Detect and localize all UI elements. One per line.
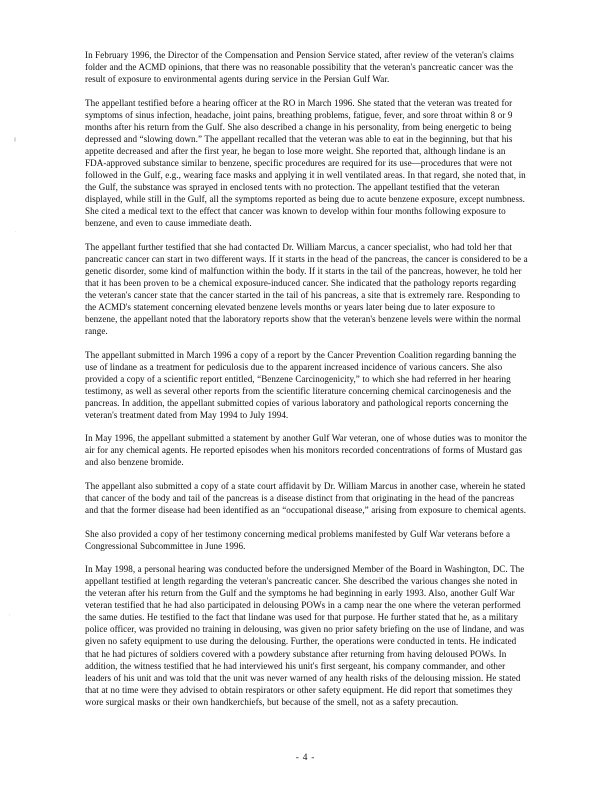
- document-body: [85, 49, 528, 708]
- scan-artifact-speckle: [9, 614, 10, 616]
- body-paragraph: The appellant further testified that she had contacted Dr. William Marcus, a cancer specialist, who had told her that pancreatic cancer can start in two different ways. If it starts in the head of the pancreas, the cancer is considered to be a genetic disorder, some kind of malfunction within the body. If it starts in the tail of the pancreas, however, he told her that it has been proven to be a chemical exposure-induced cancer. She indicated that the pathology reports regarding the veteran's cancer state that the cancer started in the tail of his pancreas, a site that is extremely rare. Responding to the ACMD's statement concerning elevated benzene levels months or years later being due to later exposure to benzene, the appellant noted that the laboratory reports show that the veteran's benzene levels were within the normal range.: [85, 241, 528, 336]
- body-paragraph: In May 1998, a personal hearing was conducted before the undersigned Member of the Board in Washington, DC. The appellant testified at length regarding the veteran's pancreatic cancer. She described the various changes she noted in the veteran after his return from the Gulf and the symptoms he had beginning in early 1993. Also, another Gulf War veteran testified that he had also participated in delousing POWs in a camp near the one where the veteran performed the same duties. He testified to the fact that lindane was used for that purpose. He further stated that he, as a military police officer, was provided no training in delousing, was given no prior safety briefing on the use of lindane, and was given no safety equipment to use during the delousing. Further, the operations were conducted in tents. He indicated that he had pictures of soldiers covered with a powdery substance after returning from having deloused POWs. In addition, the witness testified that he had interviewed his unit's first sergeant, his company commander, and other leaders of his unit and was told that the unit was never warned of any health risks of the delousing mission. He stated that at no time were they advised to obtain respirators or other safety equipment. He did report that sometimes they wore surgical masks or their own handkerchiefs, but because of the smell, not as a safety precaution.: [85, 564, 525, 707]
- scan-artifact-speckle: [14, 137, 16, 142]
- body-paragraph: She also provided a copy of her testimony concerning medical problems manifested by Gulf War veterans before a Congressional Subcommittee in June 1996.: [85, 528, 511, 551]
- page-number: - 4 -: [295, 753, 316, 763]
- body-paragraph: In May 1996, the appellant submitted a statement by another Gulf War veteran, one of whose duties was to monitor the air for any chemical agents. He reported episodes when his monitors recorded concentrations of forms of Mustard gas and also benzene bromide.: [85, 433, 527, 468]
- body-paragraph: The appellant testified before a hearing officer at the RO in March 1996. She stated that the veteran was treated for symptoms of sinus infection, headache, joint pains, breathing problems, fatigue, fever, and sore throat within 8 or 9 months after his return from the Gulf. She also described a change in his personality, from being energetic to being depressed and “slowing down.” The appellant recalled that the veteran was able to eat in the beginning, but that his appetite decreased and after the first year, he began to lose more weight. She reported that, although lindane is an FDA-approved substance similar to benzene, specific procedures are required for its use—procedures that were not followed in the Gulf, e.g., wearing face masks and applying it in well ventilated areas. In that regard, she noted that, in the Gulf, the substance was sprayed in enclosed tents with no protection. The appellant testified that the veteran displayed, while still in the Gulf, all the symptoms reported as being due to acute benzene exposure, except numbness. She cited a medical text to the effect that cancer was known to develop within four months following exposure to benzene, and even to cause immediate death.: [85, 97, 526, 229]
- body-paragraph: The appellant submitted in March 1996 a copy of a report by the Cancer Prevention Coalition regarding banning the use of lindane as a treatment for pediculosis due to the apparent increased incidence of various cancers. She also provided a copy of a scientific report entitled, “Benzene Carcinogenicity,” to which she had referred in her hearing testimony, as well as several other reports from the scientific literature concerning chemical carcinogenesis and the pancreas. In addition, the appellant submitted copies of various laboratory and pathological reports concerning the veteran's treatment dated from May 1994 to July 1994.: [85, 349, 517, 420]
- body-paragraph: In February 1996, the Director of the Compensation and Pension Service stated, after review of the veteran's claims folder and the ACMD opinions, that there was no reasonable possibility that the veteran's pancreatic cancer was the result of exposure to environmental agents during service in the Persian Gulf War.: [85, 50, 514, 85]
- body-paragraph: The appellant also submitted a copy of a state court affidavit by Dr. William Marcus in another case, wherein he stated that cancer of the body and tail of the pancreas is a disease distinct from that originating in the head of the pancreas and that the former disease had been identified as an “occupational disease,” arising from exposure to chemical agents.: [85, 480, 527, 516]
- scan-artifact-speckle: [15, 231, 16, 232]
